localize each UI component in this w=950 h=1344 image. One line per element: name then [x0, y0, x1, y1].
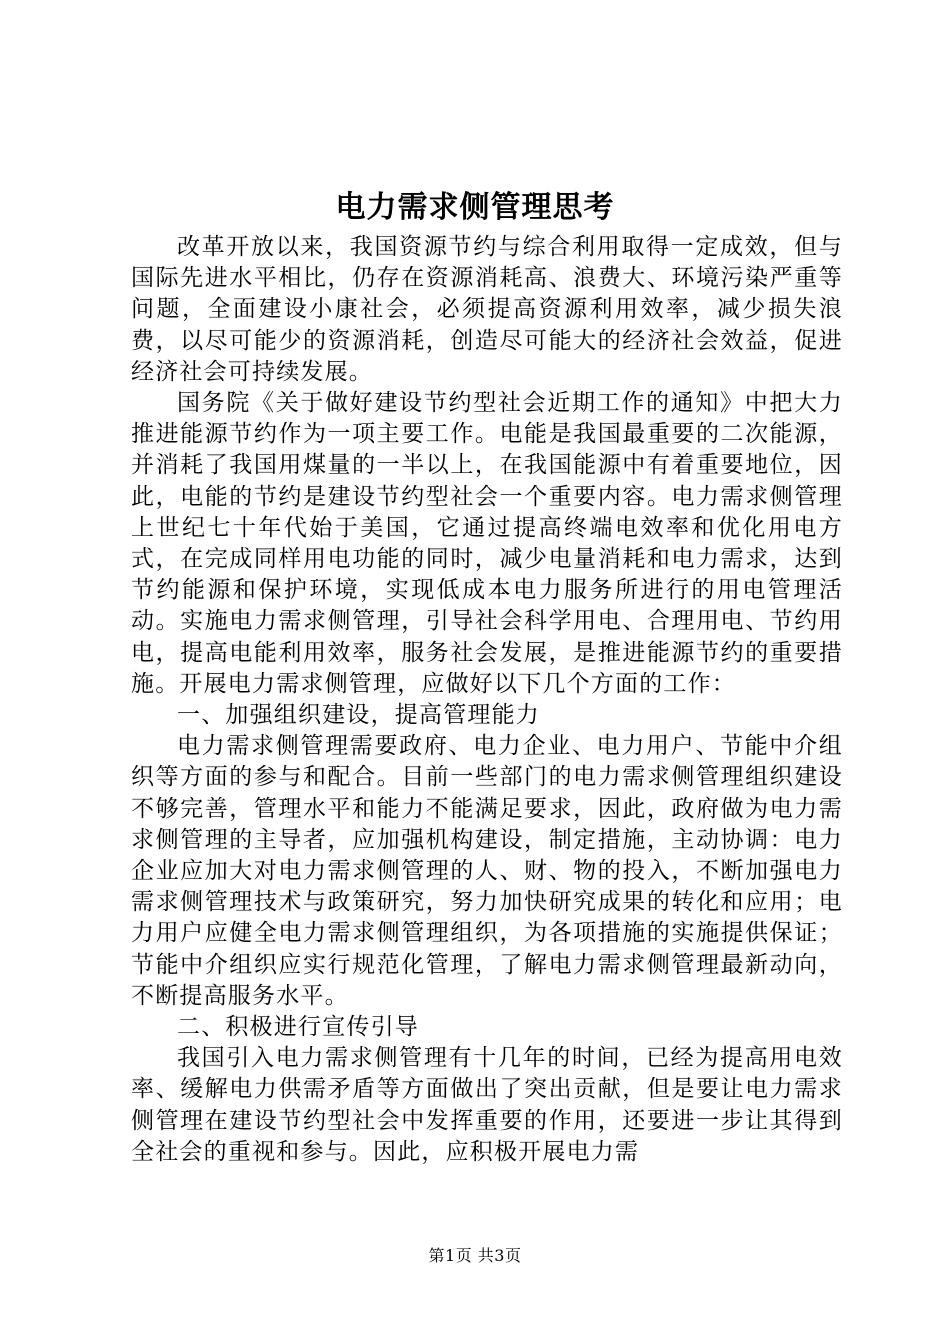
section-heading: 一、加强组织建设，提高管理能力 — [177, 702, 540, 729]
body-paragraph: 我国引入电力需求侧管理有十几年的时间，已经为提高用电效率、缓解电力供需矛盾等方面做出了突出贡献，但是要让电力需求侧管理在建设节约型社会中发挥重要的作用，还要进一步让其得到全社会的重视和参与。因此，应积极开展电力需 — [131, 1045, 843, 1165]
body-paragraph: 国务院《关于做好建设节约型社会近期工作的通知》中把大力推进能源节约作为一项主要工作。电能是我国最重要的二次能源，并消耗了我国用煤量的一半以上，在我国能源中有着重要地位，因此，电能的节约是建设节约型社会一个重要内容。电力需求侧管理上世纪七十年代始于美国，它通过提高终端电效率和优化用电方式，在完成同样用电功能的同时，减少电量消耗和电力需求，达到节约能源和保护环境，实现低成本电力服务所进行的用电管理活动。实施电力需求侧管理，引导社会科学用电、合理用电、节约用电，提高电能利用效率，服务社会发展，是推进能源节约的重要措施。开展电力需求侧管理，应做好以下几个方面的工作： — [131, 390, 843, 697]
document-body — [131, 232, 843, 1168]
document-title: 电力需求侧管理思考 — [335, 190, 615, 225]
body-paragraph: 电力需求侧管理需要政府、电力企业、电力用户、节能中介组织等方面的参与和配合。目前一些部门的电力需求侧管理组织建设不够完善，管理水平和能力不能满足要求，因此，政府做为电力需求侧管理的主导者，应加强机构建设，制定措施，主动协调：电力企业应加大对电力需求侧管理的人、财、物的投入，不断加强电力需求侧管理技术与政策研究，努力加快研究成果的转化和应用；电力用户应健全电力需求侧管理组织，为各项措施的实施提供保证；节能中介组织应实行规范化管理，了解电力需求侧管理最新动向，不断提高服务水平。 — [131, 733, 843, 1009]
section-heading: 二、积极进行宣传引导 — [177, 1014, 419, 1041]
body-paragraph: 改革开放以来，我国资源节约与综合利用取得一定成效，但与国际先进水平相比，仍存在资源消耗高、浪费大、环境污染严重等问题，全面建设小康社会，必须提高资源利用效率，减少损失浪费，以尽可能少的资源消耗，创造尽可能大的经济社会效益，促进经济社会可持续发展。 — [131, 234, 843, 385]
page-footer: 第1页 共3页 — [428, 1246, 522, 1265]
